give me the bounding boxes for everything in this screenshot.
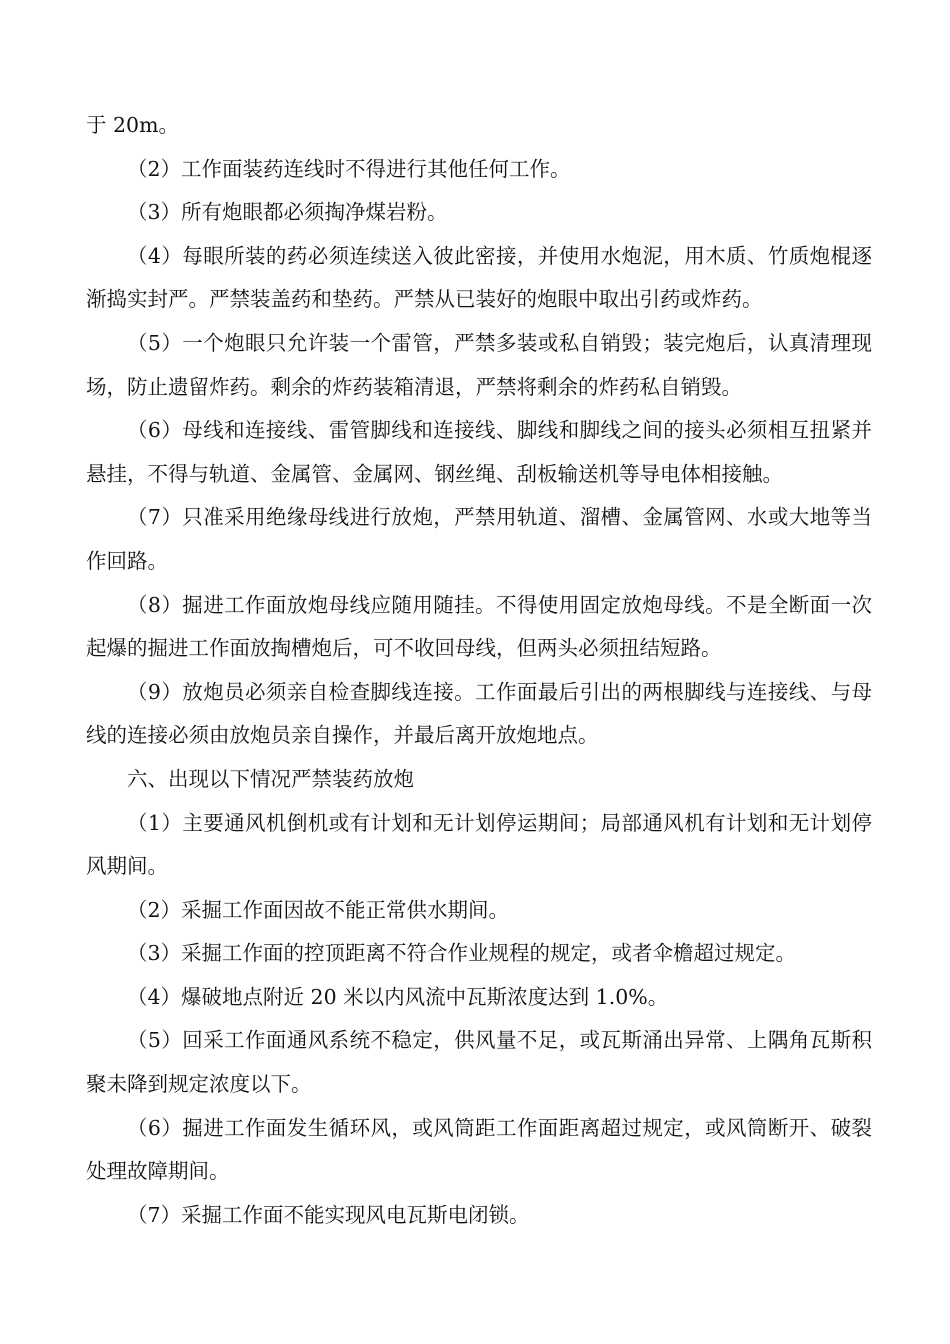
paragraph-item-8: （8）掘进工作面放炮母线应随用随挂。不得使用固定放炮母线。不是全断面一次起爆的掘进工作面放掏槽炮后，可不收回母线，但两头必须扭结短路。: [86, 592, 872, 661]
paragraph-continuation: 于 20m。: [86, 113, 180, 137]
document-body: [86, 104, 872, 1237]
paragraph-item-2: （2）工作面装药连线时不得进行其他任何工作。: [127, 156, 571, 181]
paragraph-section6-item-3: （3）采掘工作面的控顶距离不符合作业规程的规定，或者伞檐超过规定。: [127, 941, 797, 966]
paragraph-section6-item-5: （5）回采工作面通风系统不稳定，供风量不足，或瓦斯涌出异常、上隅角瓦斯积聚未降到规定浓度以下。: [86, 1028, 872, 1097]
paragraph-section6-item-6: （6）掘进工作面发生循环风，或风筒距工作面距离超过规定，或风筒断开、破裂处理故障期间。: [86, 1115, 872, 1184]
section-heading-6: 六、出现以下情况严禁装药放炮: [127, 766, 414, 791]
paragraph-section6-item-4: （4）爆破地点附近 20 米以内风流中瓦斯浓度达到 1.0%。: [127, 984, 669, 1009]
paragraph-item-4: （4）每眼所装的药必须连续送入彼此密接，并使用水炮泥，用木质、竹质炮棍逐渐捣实封严。严禁装盖药和垫药。严禁从已装好的炮眼中取出引药或炸药。: [86, 243, 872, 312]
paragraph-section6-item-7: （7）采掘工作面不能实现风电瓦斯电闭锁。: [127, 1202, 530, 1227]
paragraph-item-6: （6）母线和连接线、雷管脚线和连接线、脚线和脚线之间的接头必须相互扭紧并悬挂，不得与轨道、金属管、金属网、钢丝绳、刮板输送机等导电体相接触。: [86, 418, 872, 486]
paragraph-item-3: （3）所有炮眼都必须掏净煤岩粉。: [127, 200, 448, 225]
paragraph-item-5: （5）一个炮眼只允许装一个雷管，严禁多装或私自销毁；装完炮后，认真清理现场，防止遗留炸药。剩余的炸药装箱清退，严禁将剩余的炸药私自销毁。: [86, 330, 872, 399]
paragraph-section6-item-2: （2）采掘工作面因故不能正常供水期间。: [127, 897, 510, 922]
paragraph-section6-item-1: （1）主要通风机倒机或有计划和无计划停运期间；局部通风机有计划和无计划停风期间。: [86, 810, 872, 879]
paragraph-item-9: （9）放炮员必须亲自检查脚线连接。工作面最后引出的两根脚线与连接线、与母线的连接必须由放炮员亲自操作，并最后离开放炮地点。: [86, 679, 872, 748]
paragraph-item-7: （7）只准采用绝缘母线进行放炮，严禁用轨道、溜槽、金属管网、水或大地等当作回路。: [86, 505, 872, 573]
